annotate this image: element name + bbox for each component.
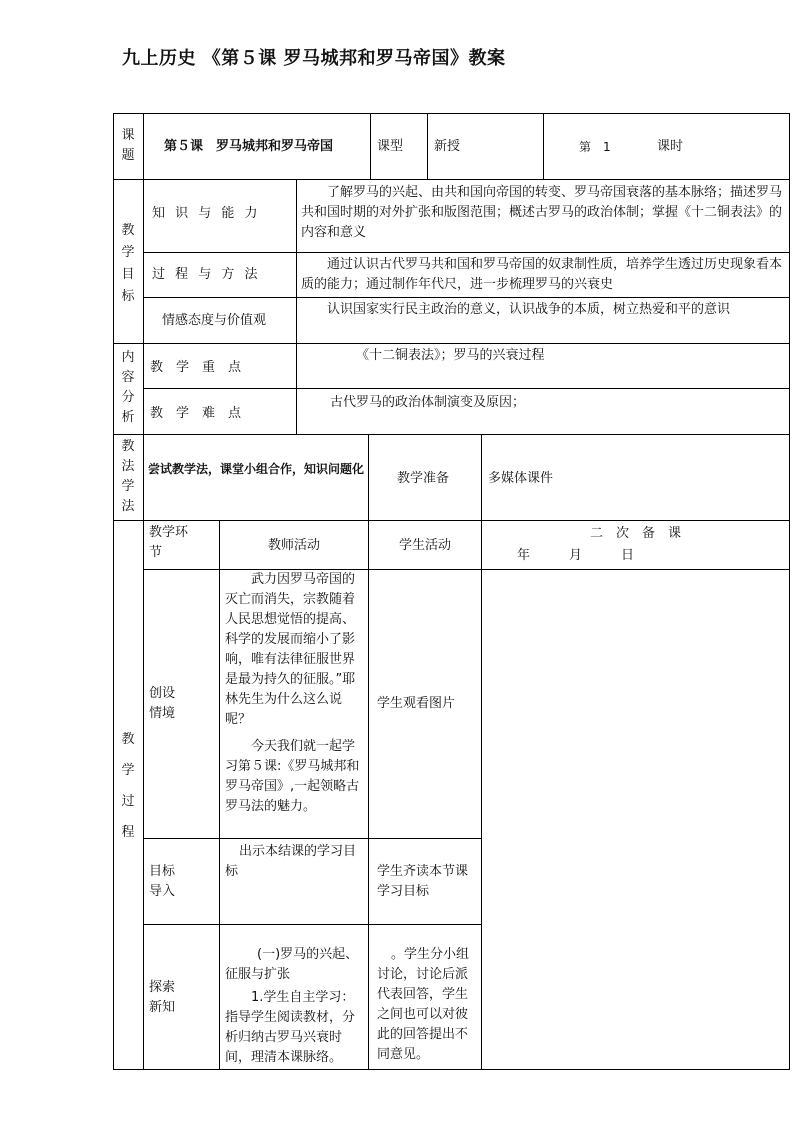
analysis-content-key: 《十二铜表法》；罗马的兴衰过程 xyxy=(356,348,545,363)
teacher-goal: 出示本结课的学习目标 xyxy=(225,844,357,879)
stage-explore: 探索新知 xyxy=(149,980,176,1015)
student-explore: 。学生分小组讨论，讨论后派代表回答，学生之间也可以对彼此的回答提出不同意见。 xyxy=(377,947,470,1062)
lesson-type-value: 新授 xyxy=(434,139,461,154)
process-label xyxy=(116,724,140,848)
lesson-period-unit: 课时 xyxy=(657,139,684,154)
document-title: 九上历史 《第５课 罗马城邦和罗马帝国》教案 xyxy=(122,48,506,69)
lesson-type-label: 课型 xyxy=(377,139,404,154)
col-stage-header: 教学环节 xyxy=(149,525,189,560)
objectives-label: 教学目标 xyxy=(121,223,135,304)
analysis-name-key: 教 学 重 点 xyxy=(150,360,242,375)
objective-content-emotion: 认识国家实行民主政治的意义，认识战争的本质，树立热爱和平的意识 xyxy=(327,302,731,317)
teacher-situation: 武力因罗马帝国的灭亡而消失，宗教随着人民思想觉悟的提高、科学的发展而缩小了影响，唯有法律征服世界是最为持久的征服。”耶林先生为什么这么说呢？ xyxy=(225,572,356,727)
lesson-period-number: 第 1 xyxy=(579,140,611,154)
teacher-explore: (一)罗马的兴起、征服与扩张 xyxy=(225,947,359,982)
analysis-content-difficulty: 古代罗马的政治体制演变及原因； xyxy=(330,395,526,410)
teacher-explore-2: 1.学生自主学习：指导学生阅读教材，分析归纳古罗马兴衰时间，理清本课脉络。 xyxy=(225,990,356,1065)
objective-name-process: 过 程 与 方 法 xyxy=(152,267,261,282)
col-review-header: 二 次 备 课 xyxy=(589,526,681,541)
methods-label: 教法学法 xyxy=(121,439,135,514)
stage-situation: 创设情境 xyxy=(149,686,176,721)
objective-name-knowledge: 知 识 与 能 力 xyxy=(152,206,261,221)
objective-name-emotion: 情感态度与价值观 xyxy=(162,313,267,328)
analysis-label: 内容分析 xyxy=(121,350,135,425)
objective-content-knowledge: 了解罗马的兴起、由共和国向帝国的转变、罗马帝国衰落的基本脉络；描述罗马共和国时期的对外扩张和版图范围；概述古罗马的政治体制；掌握《十二铜表法》的内容和意义 xyxy=(301,185,783,240)
prep-label: 教学准备 xyxy=(397,471,450,486)
lesson-label: 课题 xyxy=(121,128,135,163)
col-student-header: 学生活动 xyxy=(398,538,451,553)
lesson-title: 第５课 罗马城邦和罗马帝国 xyxy=(164,139,334,154)
stage-goal: 目标导入 xyxy=(149,864,176,899)
analysis-name-difficulty: 教 学 难 点 xyxy=(150,406,242,421)
col-teacher-header: 教师活动 xyxy=(267,538,320,553)
student-situation: 学生观看图片 xyxy=(377,696,456,711)
prep-value: 多媒体课件 xyxy=(488,471,554,486)
teacher-situation-2: 今天我们就一起学习第５课:《罗马城邦和罗马帝国》,一起领略古罗马法的魅力。 xyxy=(225,739,360,814)
methods-content: 尝试教学法，课堂小组合作，知识问题化 xyxy=(148,462,365,476)
col-review-date: 年 月 日 xyxy=(517,548,635,563)
student-goal: 学生齐读本节课学习目标 xyxy=(377,864,469,899)
objective-content-process: 通过认识古代罗马共和国和罗马帝国的奴隶制性质，培养学生透过历史现象看本质的能力；通过制作年代尺，进一步梳理罗马的兴衰史 xyxy=(301,257,783,292)
process-label-text: 教学过程 xyxy=(121,732,135,840)
